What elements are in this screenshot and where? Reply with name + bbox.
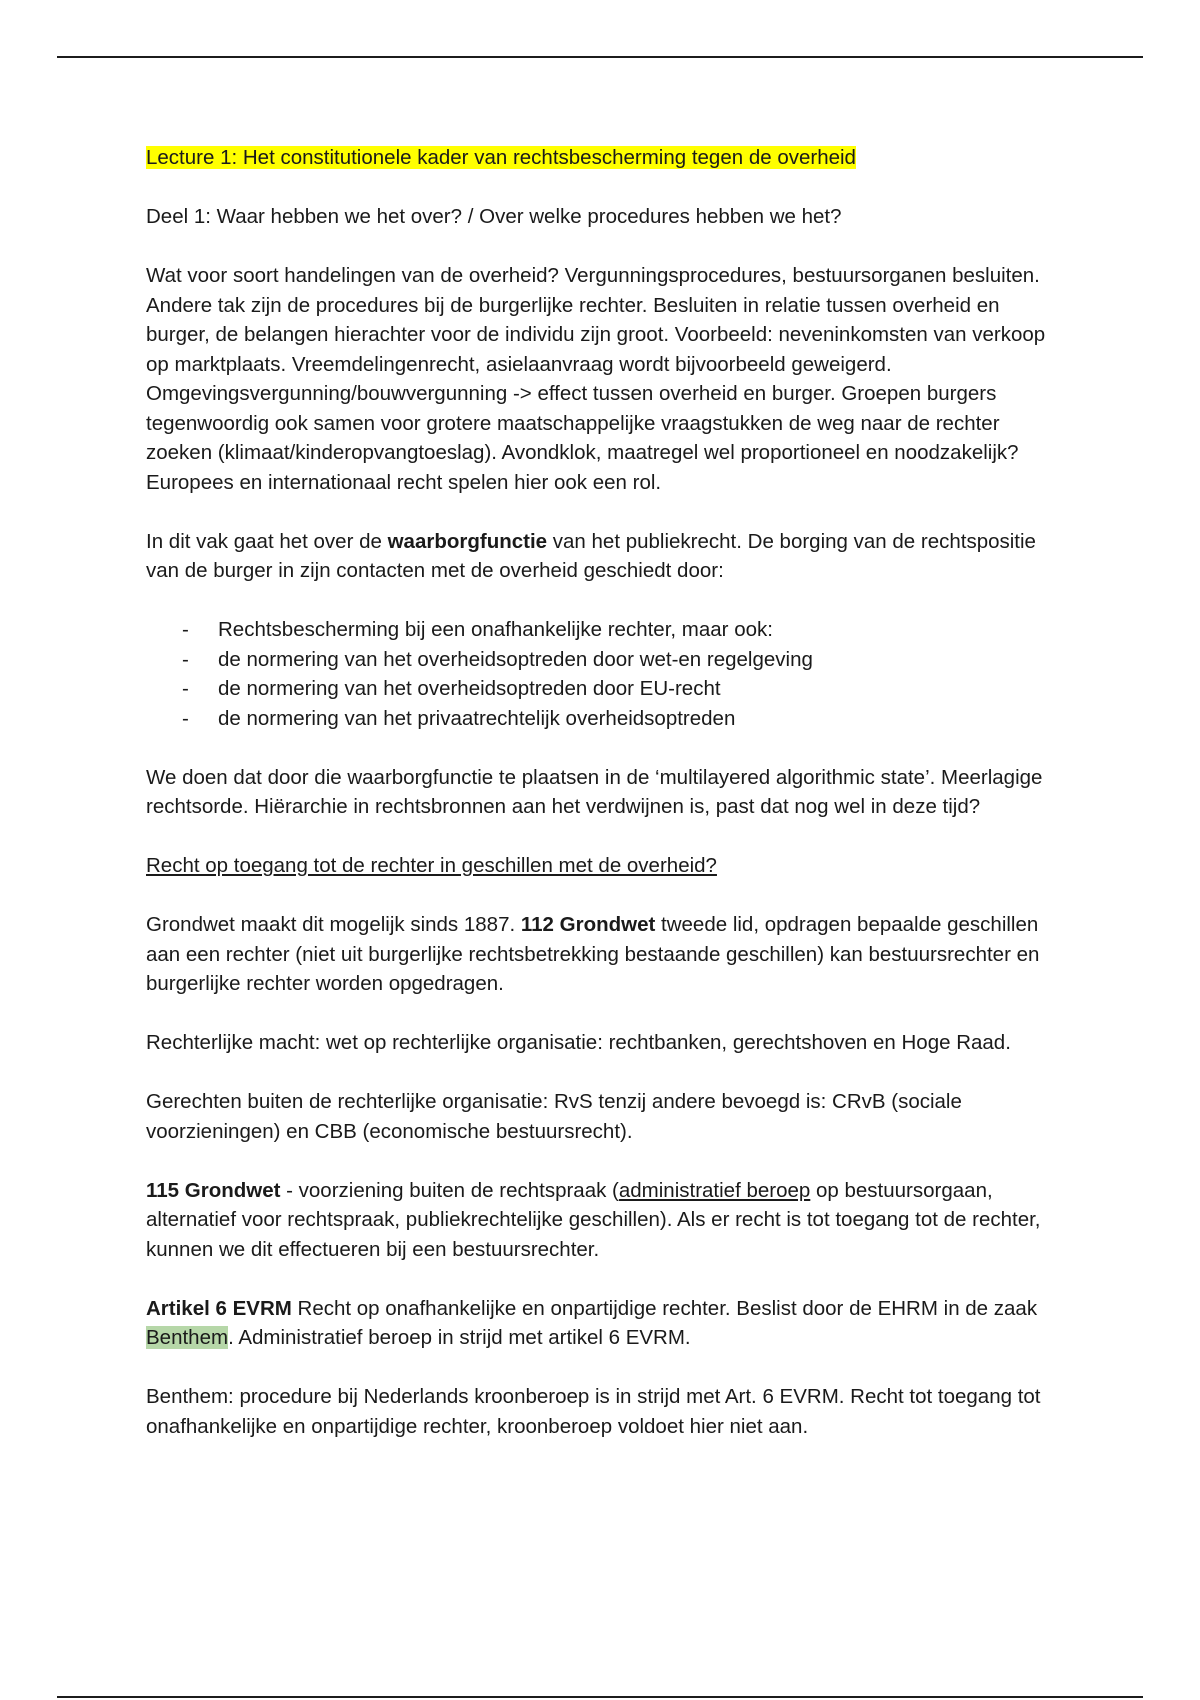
bold-waarborgfunctie: waarborgfunctie [387, 529, 548, 553]
deel-1-heading: Deel 1: Waar hebben we het over? / Over welke procedures hebben we het? [146, 205, 842, 228]
paragraph-artikel-6-evrm: Artikel 6 EVRM Recht op onafhankelijke en onpartijdige rechter. Beslist door de EHRM in de zaak Benthem. Administratief beroep in strijd met artikel 6 EVRM. [146, 1296, 1038, 1349]
top-rule [57, 56, 1143, 58]
lecture-title [146, 143, 1066, 173]
dash-bullet: - [182, 706, 189, 730]
paragraph-115-grondwet: 115 Grondwet - voorziening buiten de rechtspraak (administratief beroep op bestuursorgaan, alternatief voor rechtspraak, publiekrechtelijke geschillen). Als er recht is tot toegang tot de rechter, kunnen we dit effectueren bij een bestuursrechter. [146, 1178, 1041, 1261]
waarborg-list [146, 615, 1066, 733]
dash-bullet: - [182, 647, 189, 671]
title-highlight: Lecture 1: Het constitutionele kader van rechtsbescherming tegen de overheid [146, 146, 856, 169]
paragraph-benthem: Benthem: procedure bij Nederlands kroonberoep is in strijd met Art. 6 EVRM. Recht tot toegang tot onafhankelijke en onpartijdige rechter, kroonberoep voldoet hier niet aan. [146, 1385, 1041, 1438]
list-item: - de normering van het overheidsoptreden door wet-en regelgeving [146, 645, 1066, 675]
bold-artikel-6-evrm: Artikel 6 EVRM [146, 1296, 292, 1320]
bottom-rule [57, 1696, 1143, 1698]
section-heading-toegang-rechter: Recht op toegang tot de rechter in geschillen met de overheid? [146, 854, 717, 877]
list-item: - Rechtsbescherming bij een onafhankelijke rechter, maar ook: [146, 615, 1066, 645]
document-body [146, 143, 1066, 1471]
benthem-highlight: Benthem [146, 1326, 229, 1349]
bold-112-grondwet: 112 Grondwet [520, 913, 656, 936]
dash-bullet: - [182, 618, 189, 641]
paragraph-rechterlijke-macht: Rechterlijke macht: wet op rechterlijke organisatie: rechtbanken, gerechtshoven en Hoge Raad. [146, 1031, 1011, 1054]
paragraph-waarborgfunctie: In dit vak gaat het over de waarborgfunctie van het publiekrecht. De borging van de rechtspositie van de burger in zijn contacten met de overheid geschiedt door: [146, 529, 1036, 582]
paragraph-overheid-handelingen: Wat voor soort handelingen van de overheid? Vergunningsprocedures, bestuursorganen besluiten. Andere tak zijn de procedures bij de burgerlijke rechter. Besluiten in relatie tussen overheid en burger, de belangen hierachter voor de individu zijn groot. Voorbeeld: neveninkomsten van verkoop op marktplaats. Vreemdelingenrecht, asielaanvraag wordt bijvoorbeeld geweigerd. Omgevingsvergunning/bouwvergunning -> effect tussen overheid en burger. Groepen burgers tegenwoordig ook samen voor grotere maatschappelijke vraagstukken de weg naar de rechter zoeken (klimaat/kinderopvangtoeslag). Avondklok, maatregel wel proportioneel en noodzakelijk? Europees en internationaal recht spelen hier ook een rol. [146, 264, 1046, 494]
paragraph-gerechten-buiten: Gerechten buiten de rechterlijke organisatie: RvS tenzij andere bevoegd is: CRvB (sociale voorzieningen) en CBB (economische bestuursrecht). [146, 1090, 962, 1143]
list-item: - de normering van het privaatrechtelijk overheidsoptreden [146, 704, 1066, 734]
dash-bullet: - [182, 677, 189, 700]
paragraph-112-grondwet: Grondwet maakt dit mogelijk sinds 1887. 112 Grondwet tweede lid, opdragen bepaalde geschillen aan een rechter (niet uit burgerlijke rechtsbetrekking bestaande geschillen) kan bestuursrechter en burgerlijke rechter worden opgedragen. [146, 913, 1040, 995]
list-item: - de normering van het overheidsoptreden door EU-recht [146, 674, 1066, 704]
underline-administratief-beroep: administratief beroep [618, 1178, 811, 1202]
bold-115-grondwet: 115 Grondwet [146, 1178, 281, 1202]
paragraph-multilayered-state: We doen dat door die waarborgfunctie te plaatsen in de ‘multilayered algorithmic state’. Meerlagige rechtsorde. Hiërarchie in rechtsbronnen aan het verdwijnen is, past dat nog wel in deze tijd? [146, 765, 1043, 818]
